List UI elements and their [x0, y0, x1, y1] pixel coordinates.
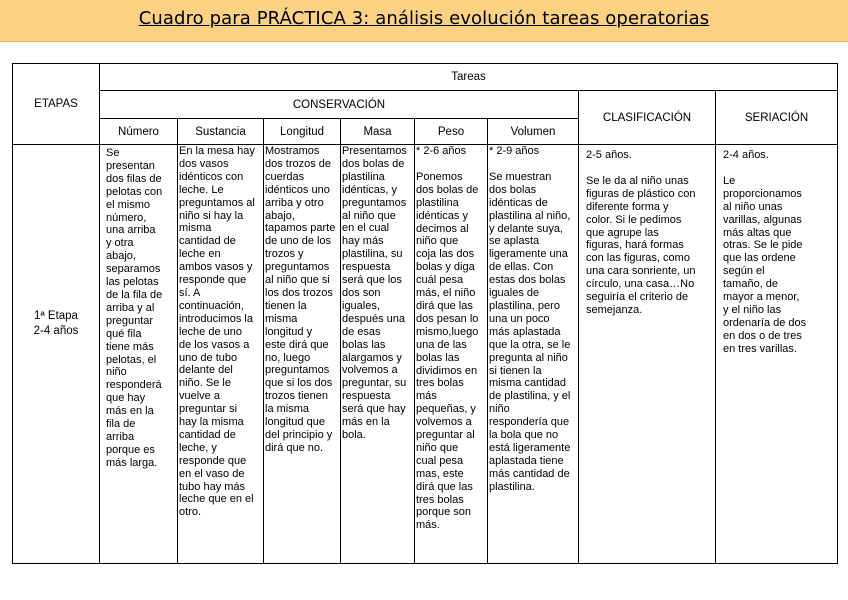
peso-text: Ponemos dos bolas de plastilina idénticas y decimos al niño que coja las dos bolas y diga cuál pesa más, el niño dirá que las dos pesan lo mismo,luego una de las bolas las dividimos en tres bolas más pequeñas, y volvemos a preguntar al niño que cual pesa mas, este dirá que las tres bolas porque son más. — [416, 170, 479, 532]
subheader-longitud: Longitud — [264, 119, 341, 145]
subheader-sustancia: Sustancia — [178, 119, 264, 145]
clasificacion-age: 2-5 años. — [586, 149, 632, 161]
table-row-etapa-1 — [13, 145, 838, 564]
longitud-text: Mostramos dos trozos de cuerdas idénticos uno arriba y otro abajo, tapamos parte de uno de los trozos y preguntamos al niño que si los dos trozos tienen la misma longitud y este dirá que no, luego preguntamos que si los dos trozos tienen la misma longitud que del principio y dirá que no. — [265, 145, 336, 454]
etapa-age-range: 2-4 años — [33, 325, 79, 337]
clasificacion-text: Se le da al niño unas figuras de plástico con diferente forma y color. Si le pedimos que agrupe las figuras, hará formas con las figuras, como una cara sonriente, un círculo, una casa…No seguiría el criterio de semejanza. — [586, 174, 696, 316]
seriacion-age: 2-4 años. — [723, 149, 769, 161]
peso-age: * 2-6 años — [416, 145, 467, 157]
subheader-peso: Peso — [415, 119, 488, 145]
document-title: Cuadro para PRÁCTICA 3: análisis evolución tareas operatorias — [138, 8, 710, 29]
numero-text: Se presentan dos filas de pelotas con el mismo número, una arriba y otra abajo, separamos las pelotas de la fila de arriba y al preguntar qué fila tiene más pelotas, el niño responderá que hay más en la fila de arriba porque es más larga. — [106, 147, 163, 469]
header-tareas: Tareas — [100, 64, 838, 91]
cell-sustancia — [178, 145, 264, 564]
cell-masa — [341, 145, 415, 564]
header-clasificacion: CLASIFICACIÓN — [579, 91, 716, 145]
subheader-masa: Masa — [341, 119, 415, 145]
title-banner — [0, 0, 848, 42]
volumen-text: Se muestran dos bolas idénticas de plastilina al niño, y delante suya, se aplasta ligeramente una de ellas. Con estas dos bolas iguales de plastilina, pero una un poco más aplastada que la otra, se le pregunta al niño si tienen la misma cantidad de plastilina, y el niño respondería que la bola que no está ligeramente aplastada tiene más cantidad de plastilina. — [489, 170, 571, 493]
cell-longitud — [264, 145, 341, 564]
cell-volumen — [488, 145, 579, 564]
volumen-age: * 2-9 años — [489, 145, 540, 157]
seriacion-text: Le proporcionamos al niño unas varillas, algunas más altas que otras. Se le pide que las ordene según el tamaño, de mayor a menor, y el niño las ordenaría de dos en dos o de tres en tres varillas. — [723, 174, 807, 355]
cell-peso — [415, 145, 488, 564]
subheader-volumen: Volumen — [488, 119, 579, 145]
subheader-numero: Número — [100, 119, 178, 145]
cell-seriacion — [716, 145, 838, 564]
header-conservacion: CONSERVACIÓN — [100, 91, 579, 119]
cell-numero — [100, 145, 178, 564]
sustancia-text: En la mesa hay dos vasos idénticos con leche. Le preguntamos al niño si hay la misma cantidad de leche en ambos vasos y responde que sí. A continuación, introducimos la leche de uno de los vasos a uno de tubo delante del niño. Se le vuelve a preguntar si hay la misma cantidad de leche, y responde que en el vaso de tubo hay más leche que en el otro. — [179, 145, 255, 519]
header-seriacion: SERIACIÓN — [716, 91, 838, 145]
etapa-cell — [13, 145, 100, 564]
masa-text: Presentamos dos bolas de plastilina idénticas, y preguntamos al niño que en el cual hay más plastilina, su respuesta será que los dos son iguales, después una de esas bolas las alargamos y volvemos a preguntar, su respuesta será que hay más en la bola. — [342, 145, 407, 441]
cell-clasificacion — [579, 145, 716, 564]
etapa-label: 1ª Etapa — [34, 310, 78, 322]
operational-tasks-table — [12, 63, 838, 564]
header-etapas: ETAPAS — [13, 64, 100, 145]
